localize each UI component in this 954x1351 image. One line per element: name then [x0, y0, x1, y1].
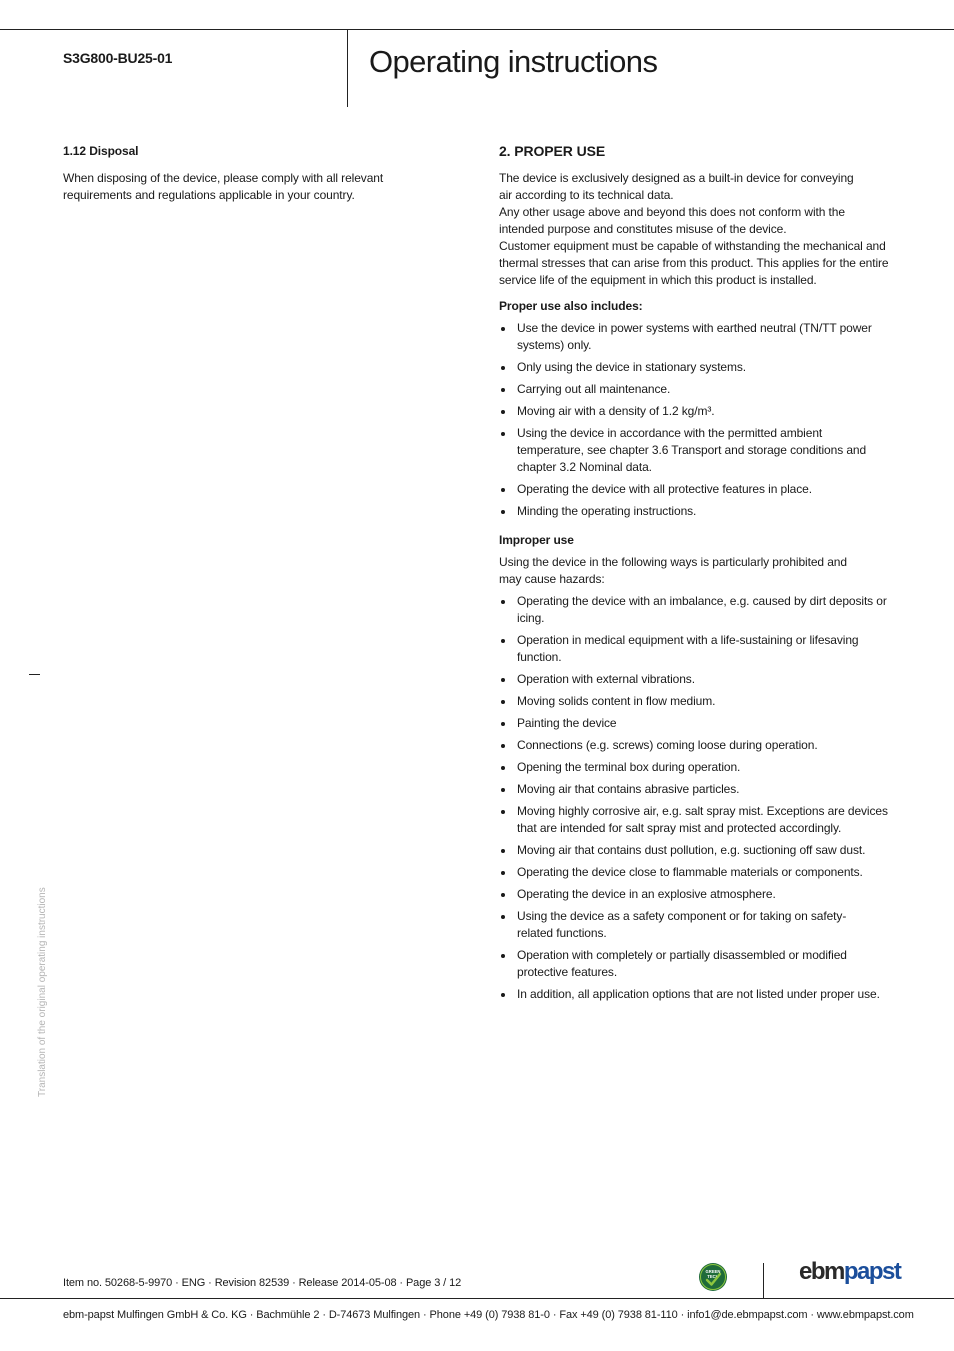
- disposal-section: [63, 143, 423, 204]
- proper-use-list: [499, 320, 899, 520]
- proper-use-heading: 2. PROPER USE: [499, 143, 606, 159]
- list-item-text: Operating the device with an imbalance, e.g. caused by dirt deposits or icing.: [517, 594, 887, 625]
- bullet-icon: [501, 432, 505, 436]
- bullet-icon: [501, 788, 505, 792]
- list-item-text: Only using the device in stationary systems.: [517, 360, 747, 374]
- list-item: [499, 481, 899, 498]
- list-item-text: Moving air with a density of 1.2 kg/m³.: [517, 404, 715, 418]
- logo-part: papst: [843, 1258, 901, 1285]
- fold-mark: [29, 674, 40, 675]
- proper-use-section: [499, 143, 899, 1008]
- bullet-icon: [501, 600, 505, 604]
- list-item: [499, 693, 899, 710]
- bullet-icon: [501, 366, 505, 370]
- bullet-icon: [501, 849, 505, 853]
- list-item: [499, 632, 899, 666]
- list-item: [499, 737, 899, 754]
- list-item: [499, 886, 899, 903]
- list-item: [499, 671, 899, 688]
- bullet-icon: [501, 510, 505, 514]
- list-item-text: Operating the device close to flammable materials or components.: [517, 865, 863, 879]
- proper-use-includes-heading: Proper use also includes:: [499, 299, 643, 313]
- bullet-icon: [501, 678, 505, 682]
- ebmpapst-logo: [799, 1258, 900, 1286]
- intro-paragraph: Any other usage above and beyond this does not conform with the intended purpose and constitutes misuse of the device.: [499, 205, 845, 236]
- list-item: [499, 781, 899, 798]
- bullet-icon: [501, 954, 505, 958]
- bullet-icon: [501, 744, 505, 748]
- list-item: [499, 908, 899, 942]
- bullet-icon: [501, 327, 505, 331]
- bullet-icon: [501, 810, 505, 814]
- improper-use-list: [499, 593, 899, 1003]
- list-item-text: Painting the device: [517, 716, 617, 730]
- bullet-icon: [501, 410, 505, 414]
- header-divider: [347, 29, 348, 107]
- bullet-icon: [501, 871, 505, 875]
- intro-paragraph: The device is exclusively designed as a built-in device for conveying air according to its technical data.: [499, 171, 854, 202]
- bullet-icon: [501, 722, 505, 726]
- page-title: Operating instructions: [369, 44, 658, 79]
- bullet-icon: [501, 388, 505, 392]
- list-item: [499, 842, 899, 859]
- list-item-text: Operating the device with all protective features in place.: [517, 482, 812, 496]
- list-item: [499, 503, 899, 520]
- list-item-text: Operation with completely or partially disassembled or modified protective features.: [517, 948, 847, 979]
- bullet-icon: [501, 915, 505, 919]
- list-item-text: Use the device in power systems with earthed neutral (TN/TT power systems) only.: [517, 321, 872, 352]
- list-item: [499, 947, 899, 981]
- list-item-text: Moving solids content in flow medium.: [517, 694, 716, 708]
- list-item-text: Moving air that contains dust pollution, e.g. suctioning off saw dust.: [517, 843, 866, 857]
- greentech-logo-text: GREEN: [705, 1269, 721, 1274]
- list-item-text: Using the device as a safety component or for taking on safety-related functions.: [517, 909, 847, 940]
- improper-use-intro: Using the device in the following ways is particularly prohibited and may cause hazards:: [499, 555, 847, 586]
- bullet-icon: [501, 488, 505, 492]
- footer-logo-divider: [763, 1263, 764, 1299]
- list-item-text: In addition, all application options that are not listed under proper use.: [517, 987, 880, 1001]
- list-item: [499, 381, 899, 398]
- list-item: [499, 320, 899, 354]
- header-top-rule: [0, 29, 954, 30]
- list-item: [499, 593, 899, 627]
- bullet-icon: [501, 893, 505, 897]
- footer-company-line: ebm-papst Mulfingen GmbH & Co. KG · Bachmühle 2 · D-74673 Mulfingen · Phone +49 (0) 7938 81-0 · Fax +49 (0) 7938 81-110 · info1@de.ebmpapst.com · www.ebmpapst.com: [63, 1309, 914, 1321]
- footer-rule: [0, 1298, 954, 1299]
- intro-paragraph: Customer equipment must be capable of withstanding the mechanical and thermal stresses that can arise from this product. This applies for the entire service life of the equipment in which this product is installed.: [499, 239, 889, 287]
- list-item-text: Connections (e.g. screws) coming loose during operation.: [517, 738, 818, 752]
- list-item-text: Moving highly corrosive air, e.g. salt spray mist. Exceptions are devices that are intended for salt spray mist and protected accordingly.: [517, 804, 888, 835]
- greentech-logo-icon: [698, 1262, 728, 1292]
- bullet-icon: [501, 700, 505, 704]
- list-item: [499, 803, 899, 837]
- list-item-text: Operating the device in an explosive atmosphere.: [517, 887, 776, 901]
- list-item: [499, 715, 899, 732]
- list-item: [499, 403, 899, 420]
- side-note: Translation of the original operating instructions: [37, 887, 48, 1097]
- greentech-logo-text: TECH: [707, 1274, 719, 1279]
- disposal-heading: 1.12 Disposal: [63, 144, 139, 158]
- list-item: [499, 986, 899, 1003]
- bullet-icon: [501, 639, 505, 643]
- list-item: [499, 359, 899, 376]
- list-item-text: Using the device in accordance with the permitted ambient temperature, see chapter 3.6 Transport and storage conditions and chapter 3.2 Nominal data.: [517, 426, 867, 474]
- list-item: [499, 759, 899, 776]
- logo-part: ebm: [799, 1258, 844, 1285]
- bullet-icon: [501, 993, 505, 997]
- proper-use-intro: [499, 170, 889, 289]
- improper-use-heading: Improper use: [499, 533, 574, 547]
- list-item: [499, 425, 899, 476]
- list-item-text: Operation in medical equipment with a life-sustaining or lifesaving function.: [517, 633, 859, 664]
- model-number: S3G800-BU25-01: [63, 50, 173, 66]
- bullet-icon: [501, 766, 505, 770]
- footer-item-line: Item no. 50268-5-9970 · ENG · Revision 82539 · Release 2014-05-08 · Page 3 / 12: [63, 1277, 462, 1289]
- list-item-text: Carrying out all maintenance.: [517, 382, 671, 396]
- list-item: [499, 864, 899, 881]
- list-item-text: Minding the operating instructions.: [517, 504, 697, 518]
- list-item-text: Moving air that contains abrasive particles.: [517, 782, 740, 796]
- list-item-text: Operation with external vibrations.: [517, 672, 695, 686]
- disposal-text: When disposing of the device, please comply with all relevant requirements and regulations applicable in your country.: [63, 171, 384, 202]
- list-item-text: Opening the terminal box during operation.: [517, 760, 741, 774]
